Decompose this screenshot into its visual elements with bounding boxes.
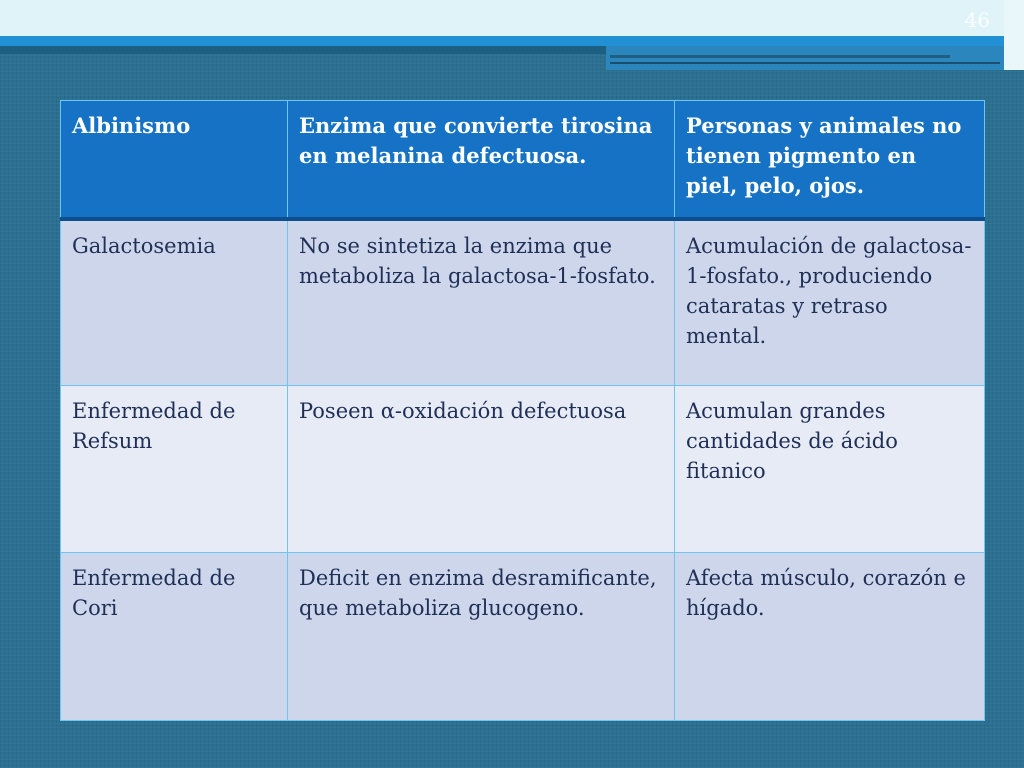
slide-number: 46 <box>964 8 990 32</box>
header-accent-stripe <box>0 36 1024 46</box>
table-row <box>61 219 985 386</box>
cell-effect: Acumulan grandes cantidades de ácido fitanico <box>675 386 985 553</box>
header-dark-stripe <box>0 46 610 54</box>
table-header-row <box>61 101 985 219</box>
header-cell-effect: Personas y animales no tienen pigmento en piel, pelo, ojos. <box>675 101 985 219</box>
header-right-strip <box>1004 0 1024 70</box>
header-line-1 <box>610 55 950 58</box>
table-row <box>61 386 985 553</box>
header-cell-disease: Albinismo <box>61 101 288 219</box>
cell-disease: Galactosemia <box>61 219 288 386</box>
cell-effect: Afecta músculo, corazón e hígado. <box>675 553 985 721</box>
disease-table <box>60 100 985 721</box>
header-right-block <box>606 46 1024 70</box>
cell-cause: Poseen α-oxidación defectuosa <box>288 386 675 553</box>
cell-disease: Enfermedad de Cori <box>61 553 288 721</box>
cell-cause: Deficit en enzima desramificante, que metaboliza glucogeno. <box>288 553 675 721</box>
table-row <box>61 553 985 721</box>
cell-disease: Enfermedad de Refsum <box>61 386 288 553</box>
cell-cause: No se sintetiza la enzima que metaboliza la galactosa-1-fosfato. <box>288 219 675 386</box>
cell-effect: Acumulación de galactosa-1-fosfato., produciendo cataratas y retraso mental. <box>675 219 985 386</box>
header-line-2 <box>610 62 1000 64</box>
header-cell-cause: Enzima que convierte tirosina en melanina defectuosa. <box>288 101 675 219</box>
header-band <box>0 0 1024 36</box>
